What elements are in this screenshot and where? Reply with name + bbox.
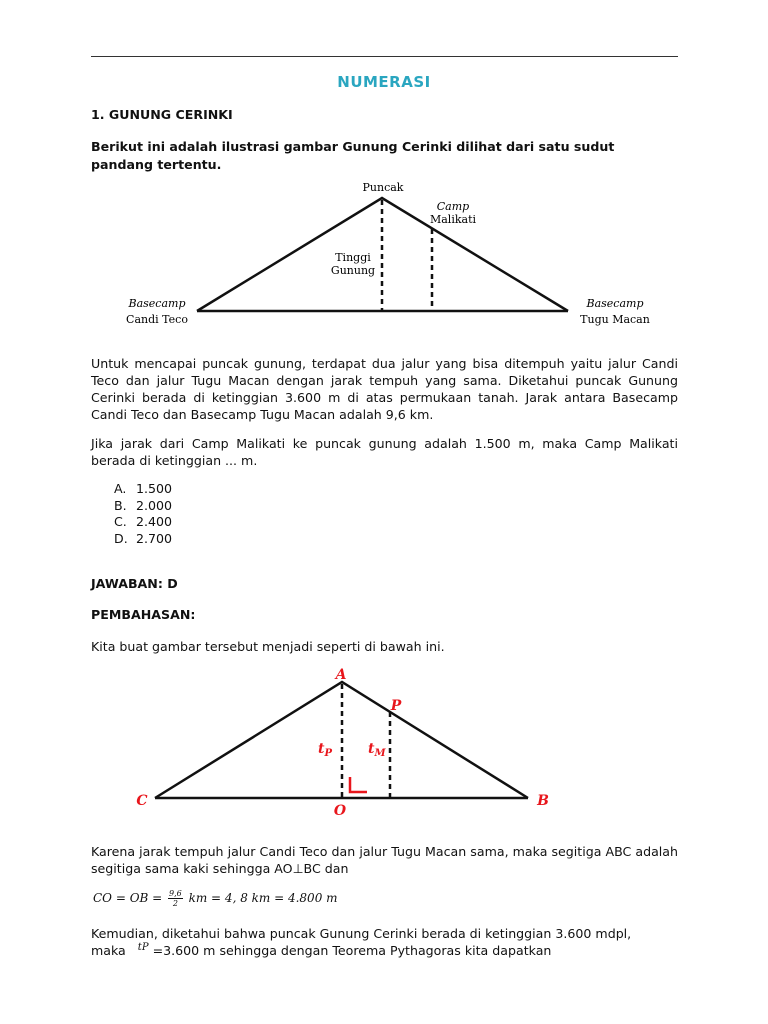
option-c: C. 2.400 — [114, 514, 173, 529]
right-angle-mark — [350, 777, 367, 792]
option-d: D. 2.700 — [114, 530, 173, 546]
paragraph-1: Untuk mencapai puncak gunung, terdapat dua jalur yang bisa ditempuh yaitu jalur Candi Teco dan jalur Tugu Macan dengan jarak tempuh yang sama. Diketahui puncak Gunung Cerinki berada di ketinggian 3.600 m di atas permukaan tanah. Jarak antara Basecamp Candi Teco dan Basecamp Tugu Macan adalah 9,6 km. — [91, 356, 678, 422]
label-basecamp-right: Basecamp — [586, 297, 644, 310]
label-candi-teco: Candi Teco — [126, 313, 188, 326]
label-puncak: Puncak — [362, 181, 404, 194]
option-a: A. 1.500 — [114, 481, 173, 496]
label-tp: $t_P$ — [318, 741, 332, 759]
question-text: Jika jarak dari Camp Malikati ke puncak gunung adalah 1.500 m, maka Camp Malikati berada di ketinggian ... m. — [91, 436, 678, 468]
label-tm: $t_M$ — [368, 741, 386, 759]
label-tinggi: Tinggi — [335, 251, 371, 264]
label-c: C — [136, 793, 148, 809]
label-a: A — [335, 667, 347, 683]
paragraph-2: Karena jarak tempuh jalur Candi Teco dan jalur Tugu Macan sama, maka segitiga ABC adalah segitiga sama kaki sehingga AO⊥BC dan — [91, 844, 678, 876]
triangle-figure — [0, 660, 768, 825]
tp-symbol: tP — [137, 942, 149, 953]
mountain-figure — [0, 176, 768, 336]
paragraph-3b: maka $^{tP}$ =3.600 m sehingga dengan Teorema Pythagoras kita dapatkan — [91, 942, 552, 958]
label-camp: Camp — [436, 200, 470, 213]
label-gunung: Gunung — [330, 264, 376, 277]
label-o: O — [333, 803, 347, 819]
paragraph-3a: Kemudian, diketahui bahwa puncak Gunung Cerinki berada di ketinggian 3.600 mdpl, — [91, 926, 632, 941]
answer-label: JAWABAN: D — [91, 576, 178, 591]
label-basecamp-left: Basecamp — [128, 297, 186, 310]
discussion-title: PEMBAHASAN: — [91, 607, 196, 622]
problem-title: 1. GUNUNG CERINKI — [91, 107, 233, 122]
page-heading: NUMERASI — [337, 73, 431, 91]
top-rule — [91, 56, 678, 57]
label-tugu-macan: Tugu Macan — [580, 313, 650, 326]
option-b: B. 2.000 — [114, 497, 173, 513]
formula-co-ob: CO = OB = $\frac{9,6}{2}$ km = 4, 8 km = 4.800 m — [93, 889, 338, 908]
problem-intro: Berikut ini adalah ilustrasi gambar Gunung Cerinki dilihat dari satu sudut pandang tertentu. — [91, 139, 615, 172]
discussion-line-1: Kita buat gambar tersebut menjadi seperti di bawah ini. — [91, 639, 445, 654]
label-b: B — [537, 793, 549, 809]
label-malikati: Malikati — [429, 213, 477, 226]
label-p: P — [390, 698, 402, 714]
